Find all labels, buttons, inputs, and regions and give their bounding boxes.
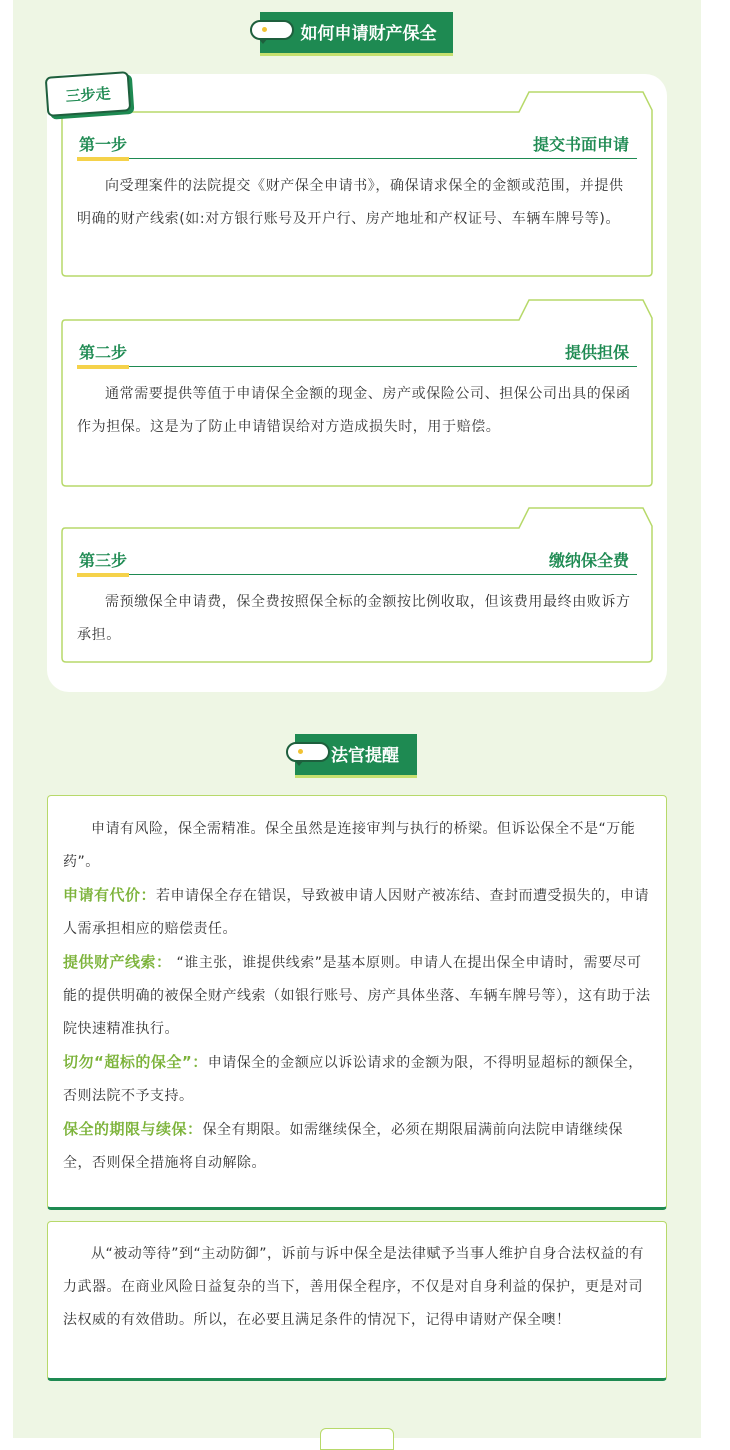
reminder-intro: 申请有风险，保全需精准。保全虽然是连接审判与执行的桥梁。但诉讼保全不是“万能药”。 — [63, 821, 636, 870]
reminder-text: 申请保全的金额应以诉讼请求的金额为限，不得明显超标的额保全，否则法院不予支持。 — [63, 1055, 643, 1104]
reminder-keyword: 保全的期限与续保： — [63, 1120, 203, 1138]
step-title: 提供担保 — [564, 343, 629, 362]
badge-label: 三步走 — [64, 84, 112, 106]
conclusion-box — [47, 1221, 667, 1381]
reminder-item — [63, 879, 651, 946]
step-card-2 — [61, 298, 653, 488]
step-description: 通常需要提供等值于申请保全金额的现金、房产或保险公司、担保公司出具的保函作为担保。这是为了防止申请错误给对方造成损失时，用于赔偿。 — [77, 386, 631, 435]
step-name: 第二步 — [77, 340, 129, 363]
reminder-content — [63, 813, 651, 1180]
step-description: 需预缴保全申请费，保全费按照保全标的金额按比例收取，但该费用最终由败诉方承担。 — [77, 594, 631, 643]
step-header — [77, 130, 637, 159]
reminder-keyword: 提供财产线索： — [63, 953, 172, 971]
step-title: 提交书面申请 — [532, 135, 629, 154]
three-steps-badge — [45, 71, 132, 117]
judge-reminder-box — [47, 795, 667, 1210]
reminder-keyword: 切勿“超标的保全”： — [63, 1053, 208, 1071]
step-card-3 — [61, 506, 653, 664]
reminder-keyword: 申请有代价： — [63, 886, 157, 904]
conclusion-text: 从“被动等待”到“主动防御”，诉前与诉中保全是法律赋予当事人维护自身合法权益的有力武器。在商业风险日益复杂的当下，善用保全程序，不仅是对自身利益的保护，更是对司法权威的有效借助。所以，在必要且满足条件的情况下，记得申请财产保全噢！ — [63, 1246, 645, 1328]
next-section-tab — [320, 1428, 394, 1450]
reminder-text: 保全有期限。如需继续保全，必须在期限届满前向法院申请继续保全，否则保全措施将自动解除。 — [63, 1122, 624, 1171]
conclusion-content — [63, 1238, 651, 1337]
step-description: 向受理案件的法院提交《财产保全申请书》，确保请求保全的金额或范围，并提供明确的财产线索(如:对方银行账号及开户行、房产地址和产权证号、车辆车牌号等)。 — [77, 178, 624, 227]
step-header — [77, 338, 637, 367]
step-card-1 — [61, 90, 653, 278]
step-title: 缴纳保全费 — [548, 551, 629, 570]
step-header — [77, 546, 637, 575]
speech-bubble-icon — [250, 20, 294, 40]
reminder-item — [63, 1046, 651, 1113]
reminder-text: 若申请保全存在错误，导致被申请人因财产被冻结、查封而遭受损失的，申请人需承担相应的赔偿责任。 — [63, 888, 650, 937]
reminder-text: “谁主张，谁提供线索”是基本原则。申请人在提出保全申请时，需要尽可能的提供明确的被保全财产线索（如银行账号、房产具体坐落、车辆车牌号等），这有助于法院快速精准执行。 — [63, 955, 651, 1037]
section-title: 如何申请财产保全 — [300, 24, 437, 44]
section-title: 法官提醒 — [331, 746, 399, 766]
reminder-item — [63, 1113, 651, 1180]
speech-bubble-icon — [286, 742, 330, 762]
reminder-item — [63, 946, 651, 1046]
step-name: 第三步 — [77, 548, 129, 571]
step-name: 第一步 — [77, 132, 129, 155]
